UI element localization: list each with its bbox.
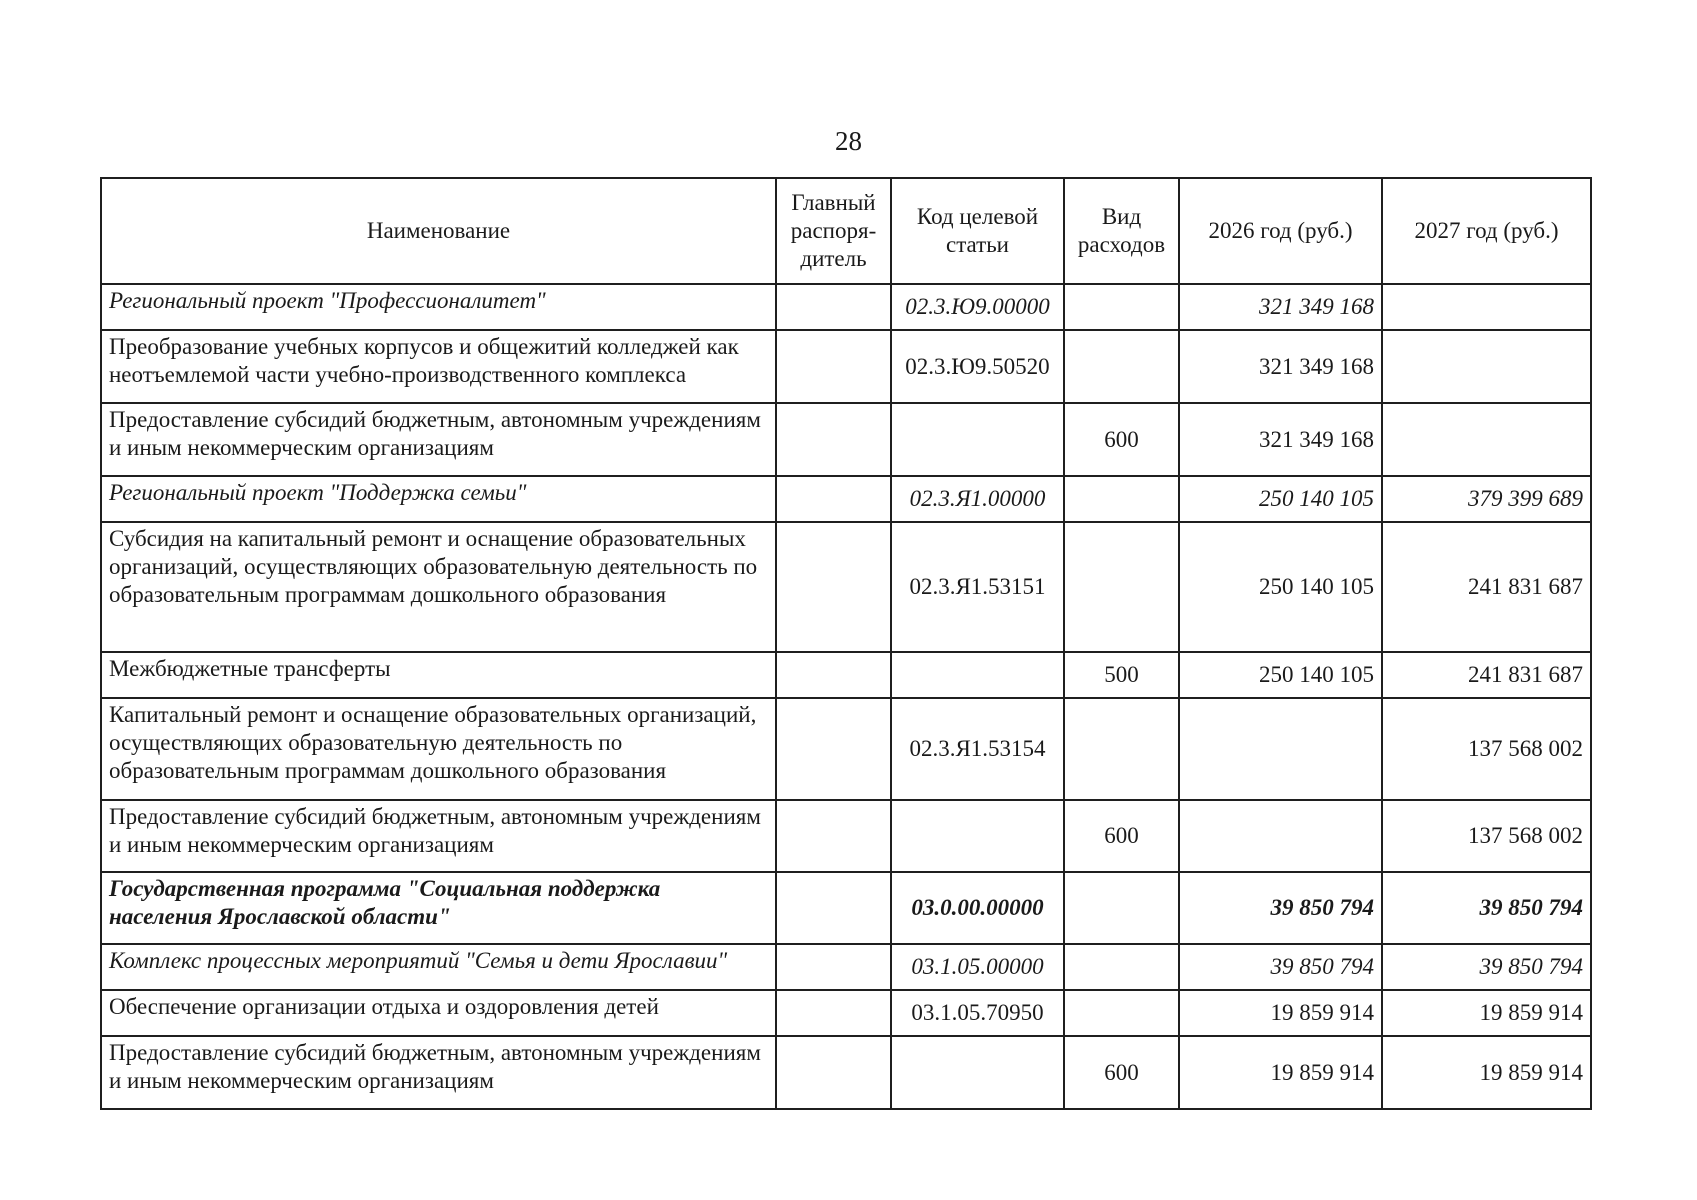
row-code: 02.3.Ю9.00000 [891, 284, 1064, 330]
row-2027: 19 859 914 [1382, 990, 1591, 1036]
row-2027: 39 850 794 [1382, 944, 1591, 990]
row-kind [1064, 476, 1179, 522]
row-name: Комплекс процессных мероприятий "Семья и дети Ярославии" [101, 944, 776, 990]
row-2026: 19 859 914 [1179, 990, 1382, 1036]
row-kind [1064, 872, 1179, 944]
row-kind [1064, 944, 1179, 990]
row-2027: 241 831 687 [1382, 652, 1591, 698]
header-code: Код целевой статьи [891, 178, 1064, 284]
row-2026: 19 859 914 [1179, 1036, 1382, 1109]
row-code: 02.3.Я1.53151 [891, 522, 1064, 652]
row-2026: 250 140 105 [1179, 652, 1382, 698]
row-kind [1064, 698, 1179, 800]
row-2027: 137 568 002 [1382, 698, 1591, 800]
row-code: 02.3.Я1.00000 [891, 476, 1064, 522]
row-2026: 250 140 105 [1179, 476, 1382, 522]
row-2026 [1179, 800, 1382, 872]
row-kind: 600 [1064, 1036, 1179, 1109]
row-manager [776, 990, 891, 1036]
row-manager [776, 403, 891, 476]
row-2027 [1382, 330, 1591, 403]
row-2026: 321 349 168 [1179, 330, 1382, 403]
row-kind [1064, 330, 1179, 403]
row-kind: 600 [1064, 403, 1179, 476]
row-kind [1064, 522, 1179, 652]
row-name: Предоставление субсидий бюджетным, автономным учреждениям и иным некоммерческим организациям [101, 1036, 776, 1109]
row-code [891, 800, 1064, 872]
table-row [101, 522, 1591, 652]
row-2026 [1179, 698, 1382, 800]
row-kind: 600 [1064, 800, 1179, 872]
row-2026: 39 850 794 [1179, 872, 1382, 944]
row-kind [1064, 284, 1179, 330]
table-row [101, 652, 1591, 698]
row-2026: 250 140 105 [1179, 522, 1382, 652]
row-name: Государственная программа "Социальная поддержка населения Ярославской области" [101, 872, 776, 944]
table-row [101, 800, 1591, 872]
row-manager [776, 1036, 891, 1109]
row-code: 02.3.Я1.53154 [891, 698, 1064, 800]
row-name: Капитальный ремонт и оснащение образовательных организаций, осуществляющих образовательную деятельность по образовательным программам дошкольного образования [101, 698, 776, 800]
header-2027: 2027 год (руб.) [1382, 178, 1591, 284]
table-header-row [101, 178, 1591, 284]
row-name: Региональный проект "Поддержка семьи" [101, 476, 776, 522]
row-2026: 39 850 794 [1179, 944, 1382, 990]
header-name: Наименование [101, 178, 776, 284]
row-kind: 500 [1064, 652, 1179, 698]
row-name: Обеспечение организации отдыха и оздоровления детей [101, 990, 776, 1036]
row-2027: 39 850 794 [1382, 872, 1591, 944]
row-code [891, 652, 1064, 698]
row-code: 02.3.Ю9.50520 [891, 330, 1064, 403]
header-2026: 2026 год (руб.) [1179, 178, 1382, 284]
row-name: Субсидия на капитальный ремонт и оснащение образовательных организаций, осуществляющих образовательную деятельность по образовательным программам дошкольного образования [101, 522, 776, 652]
row-code: 03.1.05.00000 [891, 944, 1064, 990]
row-code [891, 1036, 1064, 1109]
row-manager [776, 800, 891, 872]
row-2026: 321 349 168 [1179, 284, 1382, 330]
row-name: Предоставление субсидий бюджетным, автономным учреждениям и иным некоммерческим организациям [101, 800, 776, 872]
row-2027: 241 831 687 [1382, 522, 1591, 652]
row-2027: 137 568 002 [1382, 800, 1591, 872]
row-manager [776, 476, 891, 522]
row-2027: 19 859 914 [1382, 1036, 1591, 1109]
row-name: Преобразование учебных корпусов и общежитий колледжей как неотъемлемой части учебно-производственного комплекса [101, 330, 776, 403]
row-manager [776, 652, 891, 698]
row-code [891, 403, 1064, 476]
row-manager [776, 284, 891, 330]
table-row [101, 872, 1591, 944]
row-manager [776, 698, 891, 800]
row-name: Региональный проект "Профессионалитет" [101, 284, 776, 330]
header-kind: Вид расходов [1064, 178, 1179, 284]
row-name: Предоставление субсидий бюджетным, автономным учреждениям и иным некоммерческим организациям [101, 403, 776, 476]
table-row [101, 284, 1591, 330]
table-row [101, 1036, 1591, 1109]
row-manager [776, 522, 891, 652]
table-row [101, 403, 1591, 476]
table-row [101, 944, 1591, 990]
page-number: 28 [835, 126, 862, 156]
row-code: 03.1.05.70950 [891, 990, 1064, 1036]
row-2027 [1382, 284, 1591, 330]
row-manager [776, 944, 891, 990]
row-manager [776, 872, 891, 944]
table-row [101, 476, 1591, 522]
row-name: Межбюджетные трансферты [101, 652, 776, 698]
table-row [101, 698, 1591, 800]
row-2027 [1382, 403, 1591, 476]
table-row [101, 330, 1591, 403]
row-kind [1064, 990, 1179, 1036]
row-2027: 379 399 689 [1382, 476, 1591, 522]
header-manager: Главный распоря-дитель [776, 178, 891, 284]
table-row [101, 990, 1591, 1036]
budget-table [100, 177, 1592, 1110]
row-code: 03.0.00.00000 [891, 872, 1064, 944]
row-manager [776, 330, 891, 403]
row-2026: 321 349 168 [1179, 403, 1382, 476]
